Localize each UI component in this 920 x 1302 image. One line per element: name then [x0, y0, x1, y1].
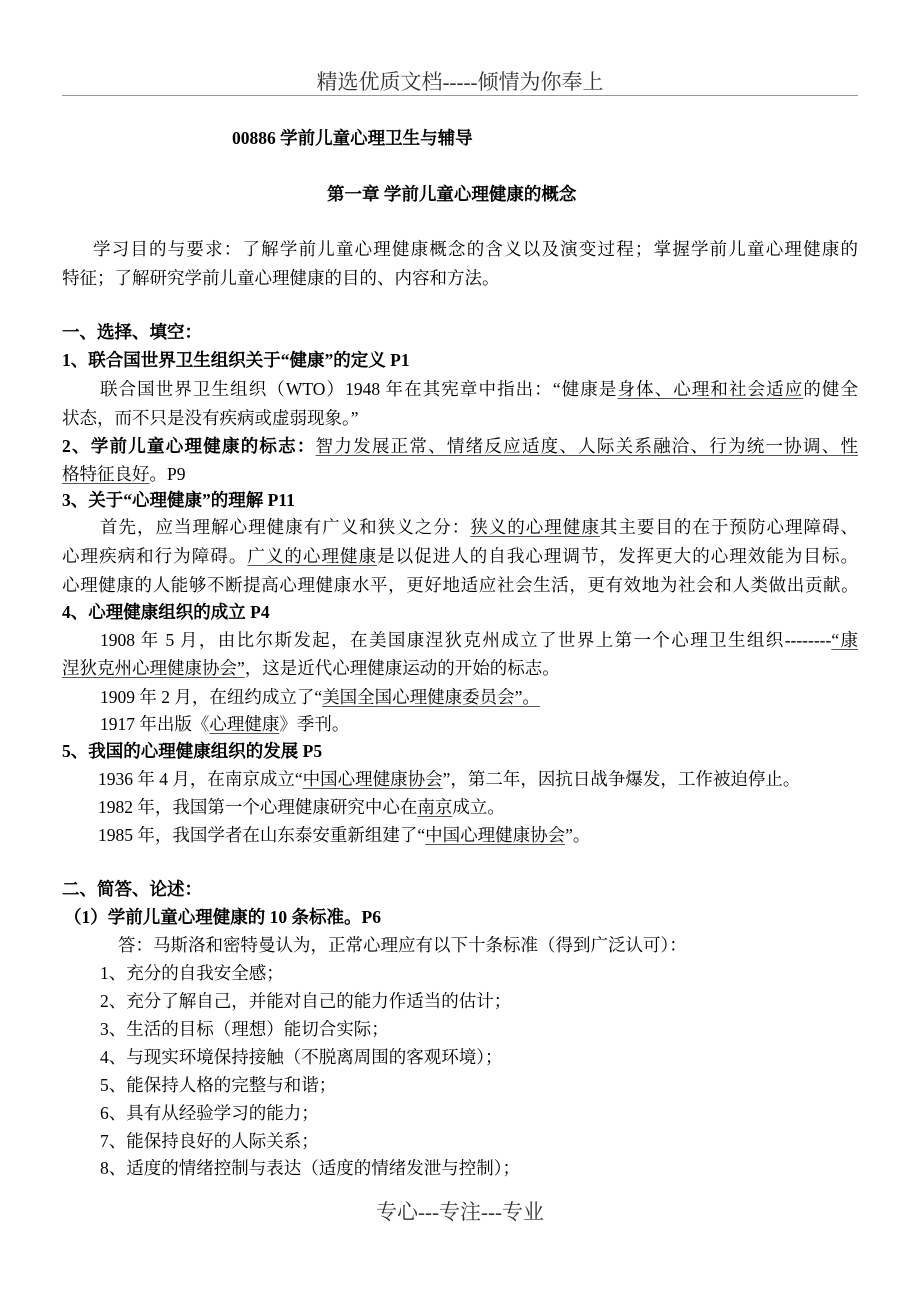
list-item: 6、具有从经验学习的能力；	[100, 1103, 319, 1123]
underlined-text: “康	[831, 630, 858, 650]
q4-line-3	[100, 685, 540, 709]
text: 1909 年 2 月，在纽约成立了“	[100, 687, 323, 707]
q4-line-4	[100, 712, 349, 736]
q4-heading: 4、心理健康组织的成立 P4	[62, 602, 270, 622]
underlined-text: 智力发展正常、情绪反应适度、人际关系融洽、行为统一协调、性	[315, 436, 859, 456]
section-1-heading: 一、选择、填空：	[62, 322, 202, 342]
underlined-text: 中国心理健康协会	[302, 769, 443, 789]
q3-line-2	[62, 544, 858, 568]
text: 的健全	[803, 379, 859, 399]
text: 1982 年，我国第一个心理健康研究中心在	[98, 797, 418, 817]
underlined-text: 涅狄克州心理健康协会”	[62, 658, 245, 678]
list-item: 1、充分的自我安全感；	[100, 963, 284, 983]
underlined-text: 广义的心理健康	[247, 546, 378, 566]
underlined-text: 狭义的心理健康	[470, 517, 600, 537]
q4-line-2	[62, 656, 560, 680]
q1-line-1	[100, 377, 858, 401]
underlined-text: 身体、心理和社会适应	[617, 379, 804, 399]
text: 联合国世界卫生组织（WTO）1948 年在其宪章中指出：“健康是	[100, 379, 618, 399]
q3-line-1	[100, 515, 858, 539]
list-item: 8、适度的情绪控制与表达（适度的情绪发泄与控制）；	[100, 1158, 520, 1178]
text: 其主要目的在于预防心理障碍、	[599, 517, 859, 537]
text: 》季刊。	[279, 714, 350, 734]
q1-heading: 1、联合国世界卫生组织关于“健康”的定义 P1	[62, 350, 410, 370]
q5-line-1	[98, 767, 800, 791]
text: ”，第二年，因抗日战争爆发，工作被迫停止。	[442, 769, 801, 789]
q2-line-1	[62, 434, 858, 458]
underlined-text: 南京	[417, 797, 453, 817]
list-item: 3、生活的目标（理想）能切合实际；	[100, 1019, 389, 1039]
q5-line-2	[98, 795, 505, 819]
q3-heading: 3、关于“心理健康”的理解 P11	[62, 490, 295, 510]
text: 首先，应当理解心理健康有广义和狭义之分：	[100, 517, 471, 537]
q1-line-2: 状态，而不只是没有疾病或虚弱现象。”	[62, 408, 359, 428]
underlined-text: 格特征良好	[62, 464, 150, 484]
q4-line-1	[100, 628, 858, 652]
text: 1985 年，我国学者在山东泰安重新组建了“	[98, 825, 426, 845]
page-footer: 专心---专注---专业	[376, 1200, 544, 1224]
chapter-title: 第一章 学前儿童心理健康的概念	[327, 184, 577, 204]
q2-line-2	[62, 462, 185, 486]
text: 1917 年出版《	[100, 714, 210, 734]
list-item: 2、充分了解自己，并能对自己的能力作适当的估计；	[100, 991, 512, 1011]
text: 是以促进人的自我心理调节，发挥更大的心理效能为目标。	[377, 546, 859, 566]
s2-answer: 答：马斯洛和密特曼认为，正常心理应有以下十条标准（得到广泛认可）：	[118, 935, 687, 955]
goal-line-2: 特征；了解研究学前儿童心理健康的目的、内容和方法。	[62, 268, 500, 288]
text: 。P9	[149, 464, 186, 484]
list-item: 7、能保持良好的人际关系；	[100, 1131, 319, 1151]
page-header: 精选优质文档-----倾情为你奉上	[316, 70, 604, 94]
document-title: 00886 学前儿童心理卫生与辅导	[232, 128, 473, 148]
underlined-text: 心理健康	[209, 714, 280, 734]
text: ”。	[565, 825, 591, 845]
goal-line-1: 学习目的与要求：了解学前儿童心理健康概念的含义以及演变过程；掌握学前儿童心理健康的	[93, 239, 858, 259]
text: 1936 年 4 月，在南京成立“	[98, 769, 303, 789]
q2-heading: 2、学前儿童心理健康的标志：	[62, 436, 316, 456]
q5-heading: 5、我国的心理健康组织的发展 P5	[62, 741, 323, 761]
q5-line-3	[98, 823, 590, 847]
text: 心理疾病和行为障碍。	[62, 546, 248, 566]
text: ，这是近代心理健康运动的开始的标志。	[244, 658, 560, 678]
underlined-text: 美国全国心理健康委员会”。	[322, 687, 540, 707]
text: 成立。	[452, 797, 505, 817]
s2-q1-heading: （1）学前儿童心理健康的 10 条标准。P6	[64, 907, 381, 927]
underlined-text: 中国心理健康协会	[425, 825, 566, 845]
header-rule	[62, 95, 858, 96]
q3-line-3: 心理健康的人能够不断提高心理健康水平，更好地适应社会生活，更有效地为社会和人类做出贡献。	[62, 575, 858, 595]
section-2-heading: 二、简答、论述：	[62, 879, 202, 899]
list-item: 5、能保持人格的完整与和谐；	[100, 1075, 337, 1095]
text: 1908 年 5 月，由比尔斯发起，在美国康涅狄克州成立了世界上第一个心理卫生组织--------	[100, 630, 832, 650]
list-item: 4、与现实环境保持接触（不脱离周围的客观环境）；	[100, 1047, 503, 1067]
